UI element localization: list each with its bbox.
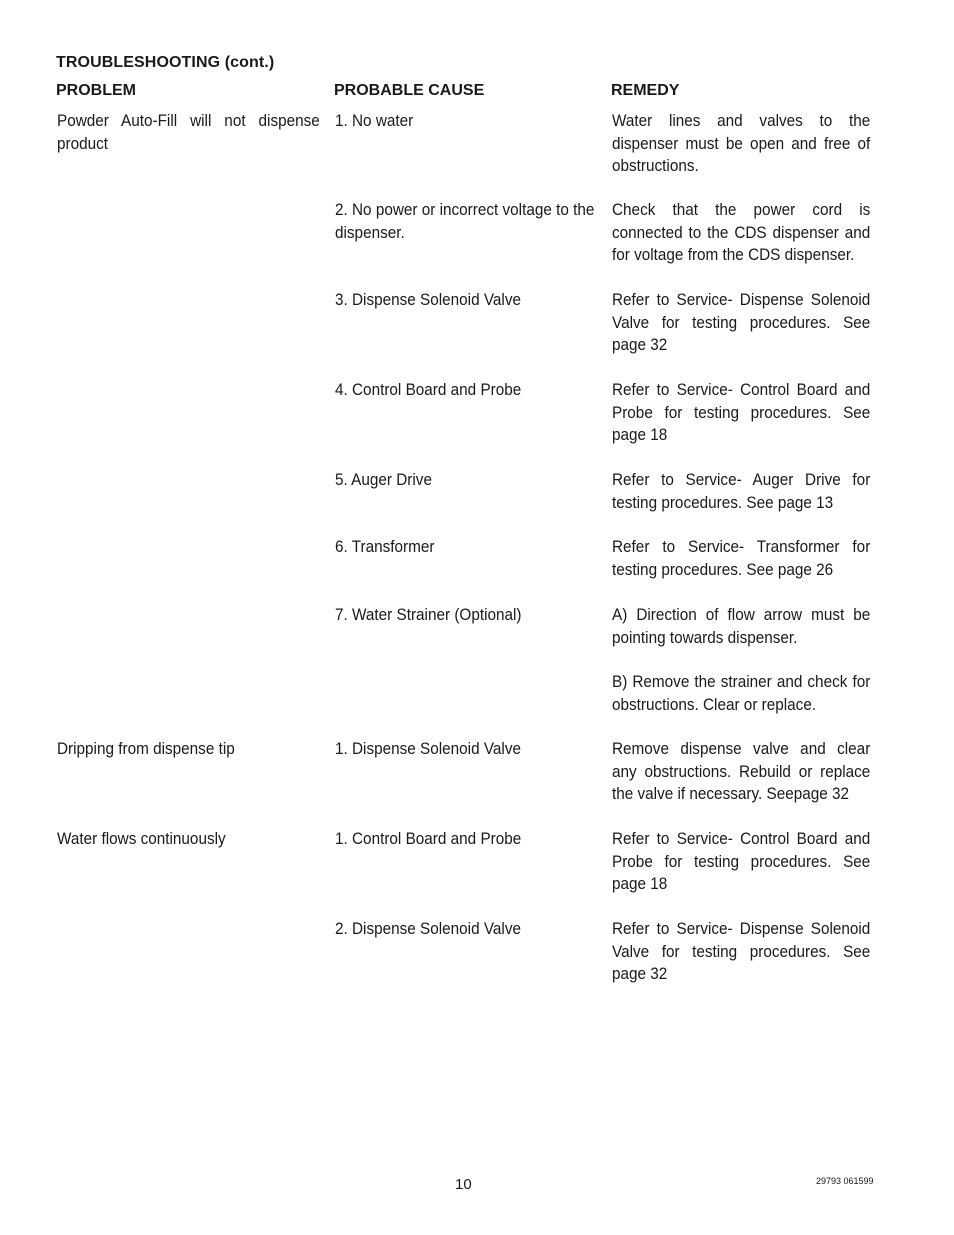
remedy-text: Refer to Service- Dispense Solenoid Valve for testing procedures. See page 32 xyxy=(612,290,871,354)
header-problem: PROBLEM xyxy=(56,82,136,99)
cause-text: 6. Transformer xyxy=(335,537,435,556)
remedy-text: A) Direction of flow arrow must be pointing towards dispenser. xyxy=(612,605,871,647)
remedy-text: Refer to Service- Auger Drive for testing procedures. See page 13 xyxy=(612,470,871,512)
remedy-text: Refer to Service- Control Board and Probe for testing procedures. See page 18 xyxy=(612,829,871,893)
remedy-text: B) Remove the strainer and check for obstructions. Clear or replace. xyxy=(612,672,871,714)
remedy-text: Refer to Service- Transformer for testing procedures. See page 26 xyxy=(612,537,871,579)
cause-text: 7. Water Strainer (Optional) xyxy=(335,605,522,624)
remedy-text: Water lines and valves to the dispenser must be open and free of obstructions. xyxy=(612,111,871,175)
cause-text: 5. Auger Drive xyxy=(335,470,432,489)
cause-text: 2. Dispense Solenoid Valve xyxy=(335,919,521,938)
problem-text: Dripping from dispense tip xyxy=(57,739,235,758)
cause-text: 4. Control Board and Probe xyxy=(335,380,522,399)
cause-text: 1. No water xyxy=(335,111,414,130)
cause-text: 2. No power or incorrect voltage to the dispenser. xyxy=(335,200,595,242)
problem-text: Water flows continuously xyxy=(57,829,226,848)
header-probable-cause: PROBABLE CAUSE xyxy=(334,82,485,99)
header-remedy: REMEDY xyxy=(611,82,680,99)
remedy-text: Refer to Service- Dispense Solenoid Valve for testing procedures. See page 32 xyxy=(612,919,871,983)
remedy-text: Refer to Service- Control Board and Probe for testing procedures. See page 18 xyxy=(612,380,871,444)
cause-text: 3. Dispense Solenoid Valve xyxy=(335,290,521,309)
problem-text: Powder Auto-Fill will not dispense product xyxy=(57,111,320,153)
cause-text: 1. Dispense Solenoid Valve xyxy=(335,739,521,758)
page-number: 10 xyxy=(455,1176,472,1193)
document-code: 29793 061599 xyxy=(816,1176,874,1186)
cause-text: 1. Control Board and Probe xyxy=(335,829,522,848)
remedy-text: Remove dispense valve and clear any obstructions. Rebuild or replace the valve if necessary. Seepage 32 xyxy=(612,739,871,803)
section-title: TROUBLESHOOTING (cont.) xyxy=(56,54,275,71)
remedy-text: Check that the power cord is connected to the CDS dispenser and for voltage from the CDS dispenser. xyxy=(612,200,871,264)
